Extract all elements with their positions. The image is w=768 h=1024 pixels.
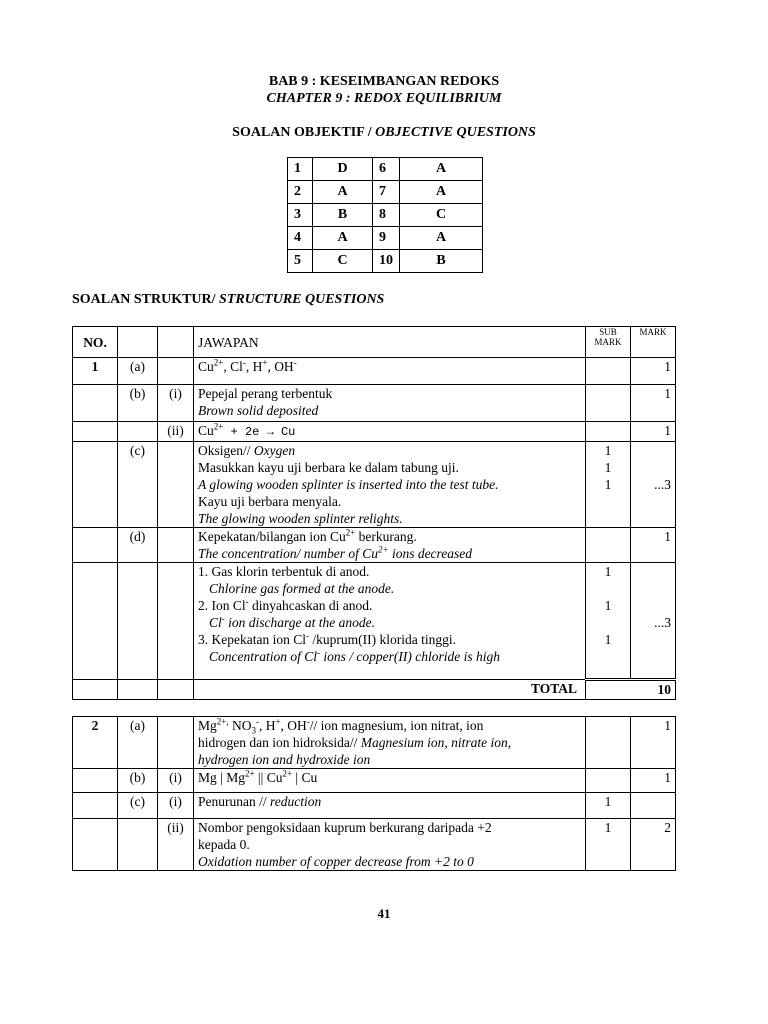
- table-row: (b) (i) Mg | $Mg^{2+}$ || $Cu^{2+}$ | Cu 1: [73, 769, 676, 793]
- total-row: [73, 680, 676, 700]
- question-1-table: [72, 326, 676, 700]
- question-2-table: [72, 716, 676, 871]
- objective-answer-table: [287, 157, 483, 273]
- table-row: 1 D 6 A: [288, 158, 483, 181]
- chapter-title-malay: BAB 9 : KESEIMBANGAN REDOKS: [268, 74, 500, 89]
- table-row: 2 A 7 A: [288, 181, 483, 204]
- answer-2c-i: Penurunan // reduction: [194, 793, 586, 819]
- table-row: 1 (a) $Cu^{2+}$, Cl-, H+, OH- 1: [73, 358, 676, 385]
- table-row: 1. Gas klorin terbentuk di anod. Chlorine gas formed at the anode. 2. Ion Cl- dinyahcaskan di anod. Cl- ion discharge at the anode. 3. Kepekatan ion Cl- /kuprum(II) klorida tinggi. Concentration of Cl- ions / copper(II) chloride is high 1 1 1 ...3: [73, 563, 676, 680]
- table-row: 4 A 9 A: [288, 227, 483, 250]
- answer-1b-i: Pepejal perang terbentuk Brown solid deposited: [194, 385, 586, 422]
- answer-1d: Kepekatan/bilangan ion $Cu^{2+}$ berkurang. The concentration/ number of $Cu^{2+}$ ions decreased: [194, 528, 586, 563]
- table-row: 2 (a) $Mg^{2+,}$ $NO_3^-$, H+, OH-// ion magnesium, ion nitrat, ion hidrogen dan ion hidroksida// Magnesium ion, nitrate ion, hydrogen ion and hydroxide ion 1: [73, 717, 676, 769]
- chapter-title-english: CHAPTER 9 : REDOX EQUILIBRIUM: [266, 91, 502, 106]
- col-answer-header: JAWAPAN: [194, 327, 586, 358]
- answer-1c: Oksigen// Oxygen Masukkan kayu uji berbara ke dalam tabung uji. A glowing wooden splinter is inserted into the test tube. Kayu uji berbara menyala. The glowing wooden splinter relights.: [194, 442, 586, 528]
- table-row: (b) (i) Pepejal perang terbentuk Brown solid deposited 1: [73, 385, 676, 422]
- answer-1a: $Cu^{2+}$, Cl-, H+, OH-: [194, 358, 586, 385]
- page-number: 41: [377, 906, 391, 921]
- table-row: (c) (i) Penurunan // reduction 1: [73, 793, 676, 819]
- col-mark-header: MARK: [631, 327, 676, 358]
- answer-2b: Mg | $Mg^{2+}$ || $Cu^{2+}$ | Cu: [194, 769, 586, 793]
- col-no-header: NO.: [73, 327, 118, 358]
- table-row: (c) Oksigen// Oxygen Masukkan kayu uji berbara ke dalam tabung uji. A glowing wooden splinter is inserted into the test tube. Kayu uji berbara menyala. The glowing wooden splinter relights. 1 1 1 ...3: [73, 442, 676, 528]
- structure-heading: SOALAN STRUKTUR/ STRUCTURE QUESTIONS: [72, 292, 385, 307]
- answer-1b-ii: $Cu^{2+} + 2e \to Cu$: [194, 422, 586, 442]
- table-row: (d) Kepekatan/bilangan ion $Cu^{2+}$ berkurang. The concentration/ number of $Cu^{2+}$ ions decreased 1: [73, 528, 676, 563]
- answer-1e: 1. Gas klorin terbentuk di anod. Chlorine gas formed at the anode. 2. Ion Cl- dinyahcaskan di anod. Cl- ion discharge at the anode. 3. Kepekatan ion Cl- /kuprum(II) klorida tinggi. Concentration of Cl- ions / copper(II) chloride is high: [194, 563, 586, 680]
- table-row: 5 C 10 B: [288, 250, 483, 273]
- table-row: 3 B 8 C: [288, 204, 483, 227]
- header-row: [73, 327, 676, 358]
- table-row: (ii) Nombor pengoksidaan kuprum berkurang daripada +2 kepada 0. Oxidation number of copper decrease from +2 to 0 1 2: [73, 819, 676, 871]
- total-value: 10: [586, 680, 676, 700]
- answer-2a: $Mg^{2+,}$ $NO_3^-$, H+, OH-// ion magnesium, ion nitrat, ion hidrogen dan ion hidroksida// Magnesium ion, nitrate ion, hydrogen ion and hydroxide ion: [194, 717, 586, 769]
- answer-2c-ii: Nombor pengoksidaan kuprum berkurang daripada +2 kepada 0. Oxidation number of copper decrease from +2 to 0: [194, 819, 586, 871]
- col-sub-mark-header: SUB MARK: [586, 327, 631, 358]
- total-label: TOTAL: [194, 680, 586, 700]
- table-row: (ii) $Cu^{2+} + 2e \to Cu$ 1: [73, 422, 676, 442]
- objective-heading: SOALAN OBJEKTIF / OBJECTIVE QUESTIONS: [232, 125, 536, 140]
